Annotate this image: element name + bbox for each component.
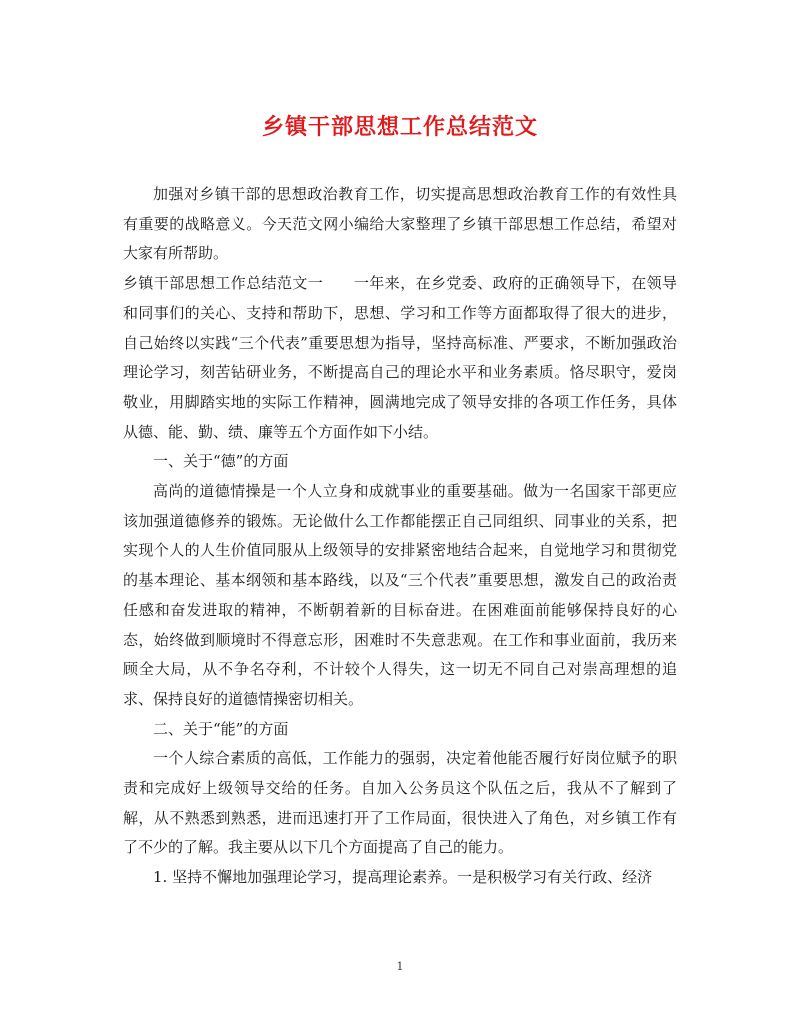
section-heading-neng: 二、关于“能”的方面 bbox=[153, 719, 289, 738]
paragraph-intro: 加强对乡镇干部的思想政治教育工作，切实提高思想政治教育工作的有效性具有重要的战略意义。今天范文网小编给大家整理了乡镇干部思想工作总结，希望对大家有所帮助。 bbox=[123, 185, 677, 263]
document-body bbox=[123, 180, 677, 893]
section-heading-de: 一、关于“德”的方面 bbox=[153, 452, 289, 471]
page-number: 1 bbox=[396, 960, 404, 973]
paragraph-neng: 一个人综合素质的高低，工作能力的强弱，决定着他能否履行好岗位赋予的职责和完成好上级领导交给的任务。自加入公务员这个队伍之后，我从不了解到了解，从不熟悉到熟悉，进而迅速打开了工作局面，很快进入了角色，对乡镇工作有了不少的了解。我主要从以下几个方面提高了自己的能力。 bbox=[123, 749, 677, 857]
paragraph-point-one: 1. 坚持不懈地加强理论学习，提高理论素养。一是积极学习有关行政、经济 bbox=[153, 868, 653, 887]
document-title: 乡镇干部思想工作总结范文 bbox=[261, 114, 538, 140]
paragraph-de: 高尚的道德情操是一个人立身和成就事业的重要基础。做为一名国家干部更应该加强道德修养的锻炼。无论做什么工作都能摆正自己同组织、同事业的关系，把实现个人的人生价值同服从上级领导的安排紧密地结合起来，自觉地学习和贯彻党的基本理论、基本纲领和基本路线，以及“三个代表”重要思想，激发自己的政治责任感和奋发进取的精神，不断朝着新的目标奋进。在困难面前能够保持良好的心态，始终做到顺境时不得意忘形，困难时不失意悲观。在工作和事业面前，我历来顾全大局，从不争名夺利，不计较个人得失，这一切无不同自己对崇高理想的追求、保持良好的道德情操密切相关。 bbox=[123, 482, 677, 708]
paragraph-summary-one: 乡镇干部思想工作总结范文一 一年来，在乡党委、政府的正确领导下，在领导和同事们的关心、支持和帮助下，思想、学习和工作等方面都取得了很大的进步，自己始终以实践“三个代表”重要思想为指导，坚持高标准、严要求，不断加强政治理论学习，刻苦钻研业务，不断提高自己的理论水平和业务素质。恪尽职守，爱岗敬业，用脚踏实地的实际工作精神，圆满地完成了领导安排的各项工作任务，具体从德、能、勤、绩、廉等五个方面作如下小结。 bbox=[123, 274, 677, 441]
